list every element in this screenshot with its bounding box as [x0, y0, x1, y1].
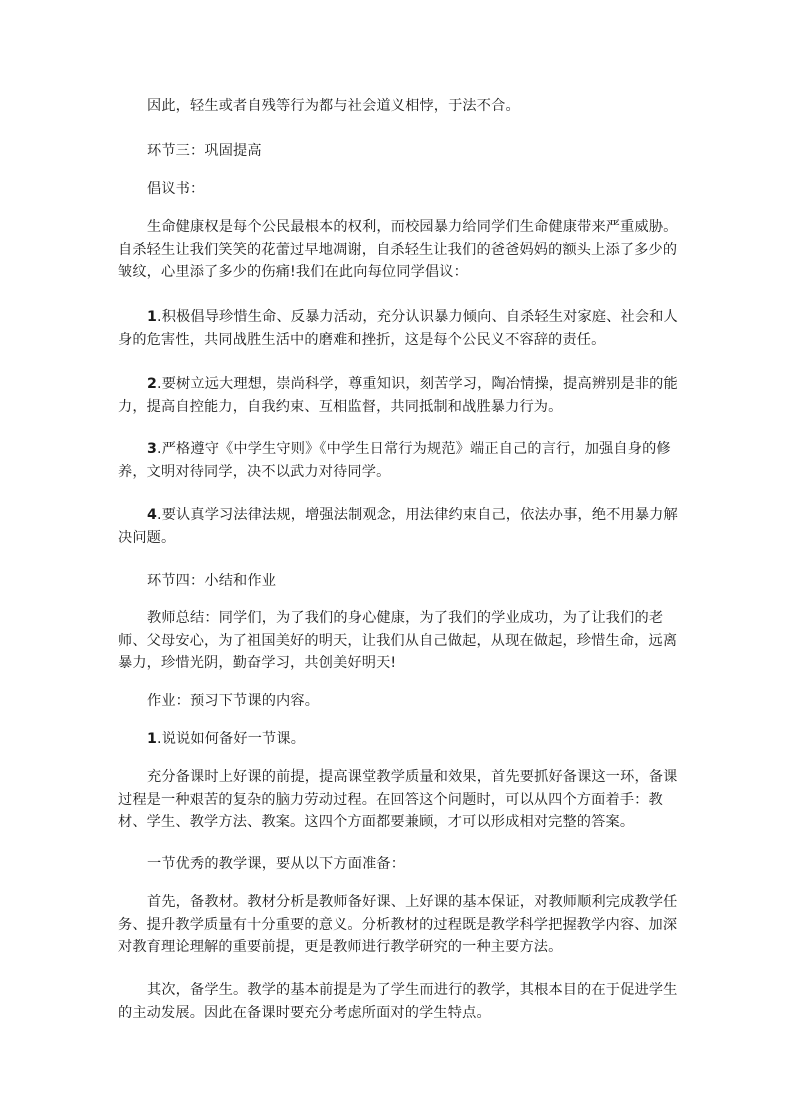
- prep-heading: 一节优秀的教学课，要从以下方面准备：: [147, 856, 406, 872]
- homework-line: 作业：预习下节课的内容。: [147, 693, 320, 709]
- prep-students: 其次，备学生。教学的基本前提是为了学生而进行的教学，其根本目的在于促进学生的主动发展。因此在备课时要充分考虑所面对的学生特点。: [118, 982, 678, 1021]
- answer-intro: 充分备课时上好课的前提，提高课堂教学质量和效果，首先要抓好备课这一环，备课过程是一种艰苦的复杂的脑力劳动过程。在回答这个问题时，可以从四个方面着手：教材、学生、教学方法、教案。这四个方面都要兼顾，才可以形成相对完整的答案。: [118, 769, 678, 830]
- proposal-item-4: 4.要认真学习法律法规，增强法制观念，用法律约束自己，依法办事，绝不用暴力解决问题。: [118, 507, 678, 546]
- proposal-intro: 生命健康权是每个公民最根本的权利，而校园暴力给同学们生命健康带来严重威胁。自杀轻生让我们笑笑的花蕾过早地凋谢，自杀轻生让我们的爸爸妈妈的额头上添了多少的皱纹，心里添了多少的伤痛!我们在此向每位同学倡议：: [118, 219, 678, 280]
- proposal-item-1: 1.积极倡导珍惜生命、反暴力活动，充分认识暴力倾向、自杀轻生对家庭、社会和人身的危害性，共同战胜生活中的磨难和挫折，这是每个公民义不容辞的责任。: [118, 309, 678, 348]
- section-heading-3: 环节三：巩固提高: [147, 143, 262, 159]
- teacher-summary: 教师总结：同学们，为了我们的身心健康，为了我们的学业成功，为了让我们的老师、父母安心，为了祖国美好的明天，让我们从自己做起，从现在做起，珍惜生命，远离暴力，珍惜光阴，勤奋学习，共创美好明天!: [118, 610, 678, 671]
- proposal-item-3: 3.严格遵守《中学生守则》《中学生日常行为规范》端正自己的言行，加强自身的修养，文明对待同学，决不以武力对待同学。: [118, 441, 671, 480]
- section-heading-4: 环节四：小结和作业: [147, 573, 277, 589]
- proposal-item-2: 2.要树立远大理想，崇尚科学，尊重知识，刻苦学习，陶冶情操，提高辨别是非的能力，提高自控能力，自我约束、互相监督，共同抵制和战胜暴力行为。: [118, 376, 678, 415]
- paragraph-conclusion: 因此，轻生或者自残等行为都与社会道义相悖，于法不合。: [147, 98, 520, 114]
- prep-materials: 首先，备教材。教材分析是教师备好课、上好课的基本保证，对教师顺利完成教学任务、提升教学质量有十分重要的意义。分析教材的过程既是教学科学把握教学内容、加深对教育理论理解的重要前提，更是教师进行教学研究的一种主要方法。: [118, 894, 678, 955]
- proposal-heading: 倡议书：: [147, 181, 205, 197]
- question-1: 1.说说如何备好一节课。: [147, 731, 306, 747]
